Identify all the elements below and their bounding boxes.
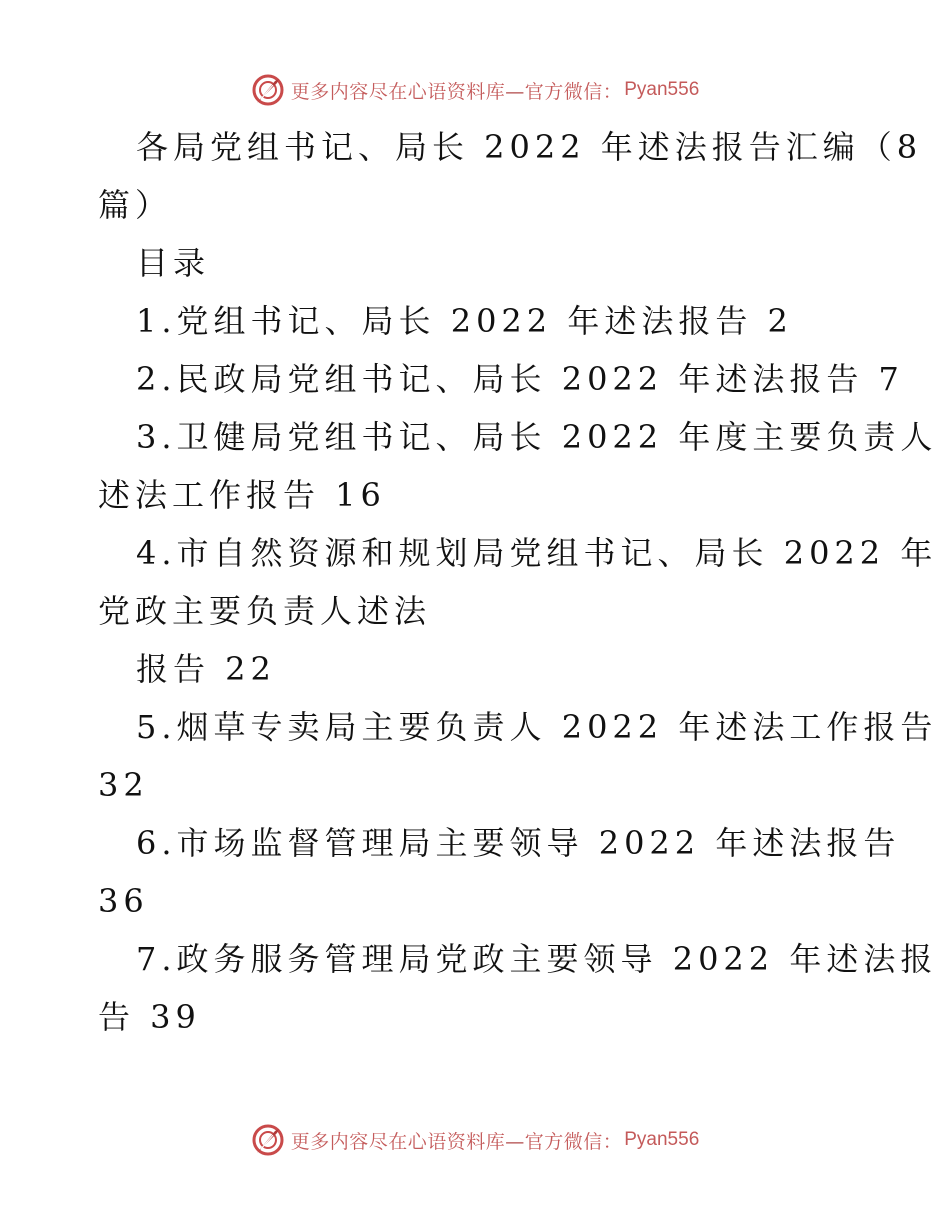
quill-logo-icon [251,1123,285,1157]
toc-entry-6: 6.市场监督管理局主要领导 2022 年述法报告 [136,824,901,862]
watermark-text: 更多内容尽在心语资料库—官方微信： [290,1130,623,1153]
toc-heading: 目录 [136,244,211,282]
toc-entry-6-continued: 36 [98,882,149,920]
toc-entry-3-continued: 述法工作报告 16 [98,476,386,514]
toc-entry-4-continued-2: 报告 22 [136,650,276,688]
toc-entry-3: 3.卫健局党组书记、局长 2022 年度主要负责人 [136,418,938,456]
toc-entry-7-continued: 告 39 [98,998,201,1036]
header-watermark [0,70,950,110]
quill-logo-icon [251,73,285,107]
toc-entry-5-continued: 32 [98,766,149,804]
watermark-text: 更多内容尽在心语资料库—官方微信： [290,80,623,103]
toc-entry-7: 7.政务服务管理局党政主要领导 2022 年述法报 [136,940,938,978]
watermark-wechat-id: Pyan556 [624,79,700,100]
toc-entry-4: 4.市自然资源和规划局党组书记、局长 2022 年 [136,534,938,572]
toc-entry-2: 2.民政局党组书记、局长 2022 年述法报告 7 [136,360,904,398]
toc-entry-5: 5.烟草专卖局主要负责人 2022 年述法工作报告 [136,708,938,746]
document-title-continued: 篇） [98,186,173,224]
footer-watermark [0,1120,950,1160]
document-body [98,118,938,1046]
document-title: 各局党组书记、局长 2022 年述法报告汇编（8 [136,128,923,166]
toc-entry-4-continued: 党政主要负责人述法 [98,592,432,630]
toc-entry-1: 1.党组书记、局长 2022 年述法报告 2 [136,302,793,340]
watermark-wechat-id: Pyan556 [624,1129,700,1150]
